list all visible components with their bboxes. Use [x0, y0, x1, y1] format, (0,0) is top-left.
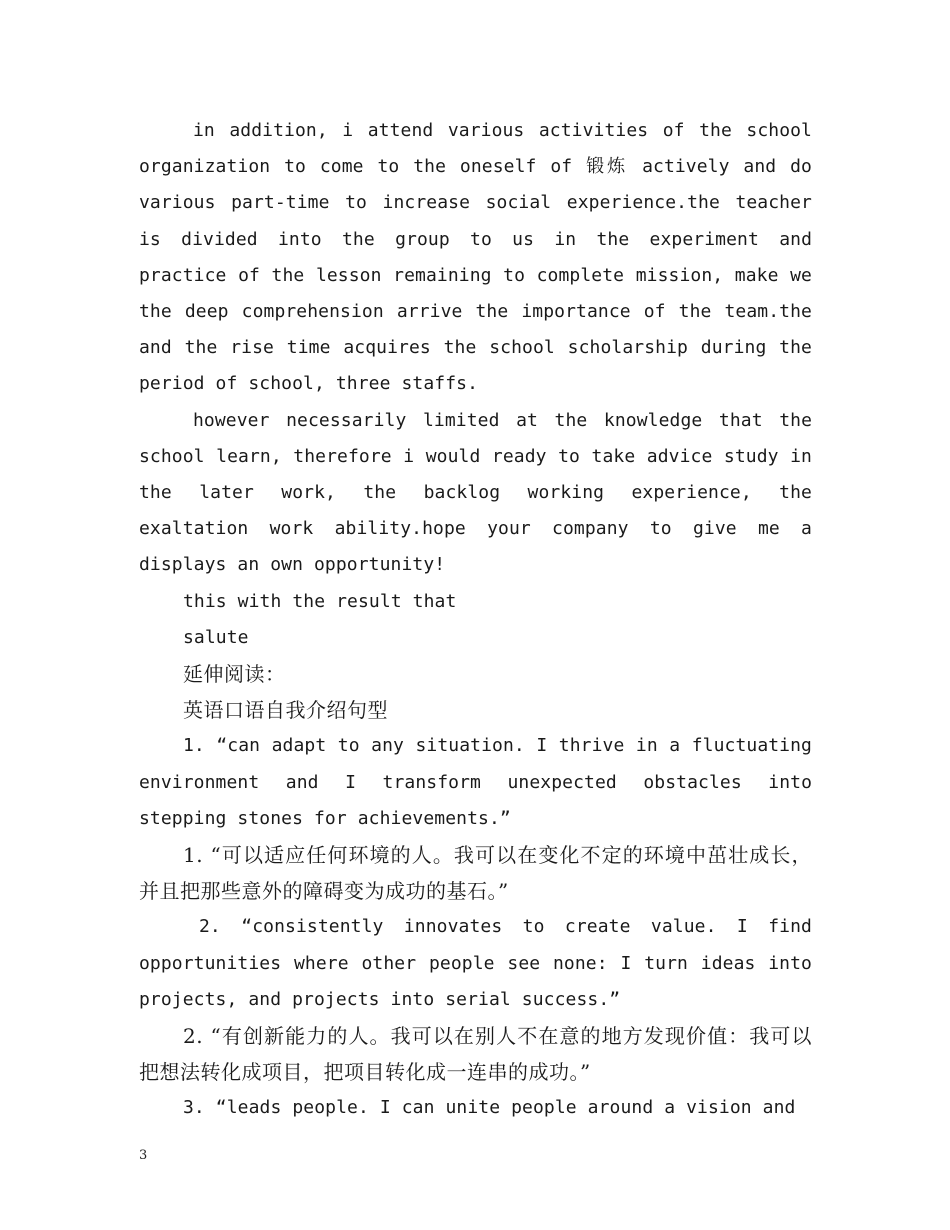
list-item-2-en: 2. “consistently innovates to create value. I find opportunities where other people see none: I turn ideas into projects, and projects into serial success.”	[139, 916, 812, 1010]
list-item-2-zh: 2. “有创新能力的人。我可以在别人不在意的地方发现价值：我可以把想法转化成项目，把项目转化成一连串的成功。”	[139, 1024, 812, 1085]
document-body	[139, 113, 812, 1127]
paragraph-closing-line: this with the result that	[183, 590, 457, 612]
page-number: 3	[139, 1148, 148, 1163]
list-item-3-en: 3. “leads people. I can unite people around a vision and	[183, 1097, 796, 1119]
paragraph-limited-knowledge: however necessarily limited at the knowledge that the school learn, therefore i would ready to take advice study in the later work, the backlog working experience, the exaltation work ability.hope your company to give me a displays an own opportunity!	[139, 409, 812, 576]
paragraph-activities: in addition, i attend various activities of the school organization to come to the oneself of 锻炼 actively and do various part-time to increase social experience.the teacher is divided into the group to us in the experiment and practice of the lesson remaining to complete mission, make we the deep comprehension arrive the importance of the team.the and the rise time acquires the school scholarship during the period of school, three staffs.	[139, 120, 812, 395]
list-item-1-en: 1. “can adapt to any situation. I thrive in a fluctuating environment and I transform unexpected obstacles into stepping stones for achievements.”	[139, 735, 812, 829]
heading-self-intro-sentences: 英语口语自我介绍句型	[183, 698, 388, 723]
paragraph-salute: salute	[183, 626, 249, 648]
list-item-1-zh: 1. “可以适应任何环境的人。我可以在变化不定的环境中茁壮成长，并且把那些意外的障碍变为成功的基石。”	[139, 843, 812, 904]
heading-extended-reading: 延伸阅读：	[183, 662, 286, 687]
